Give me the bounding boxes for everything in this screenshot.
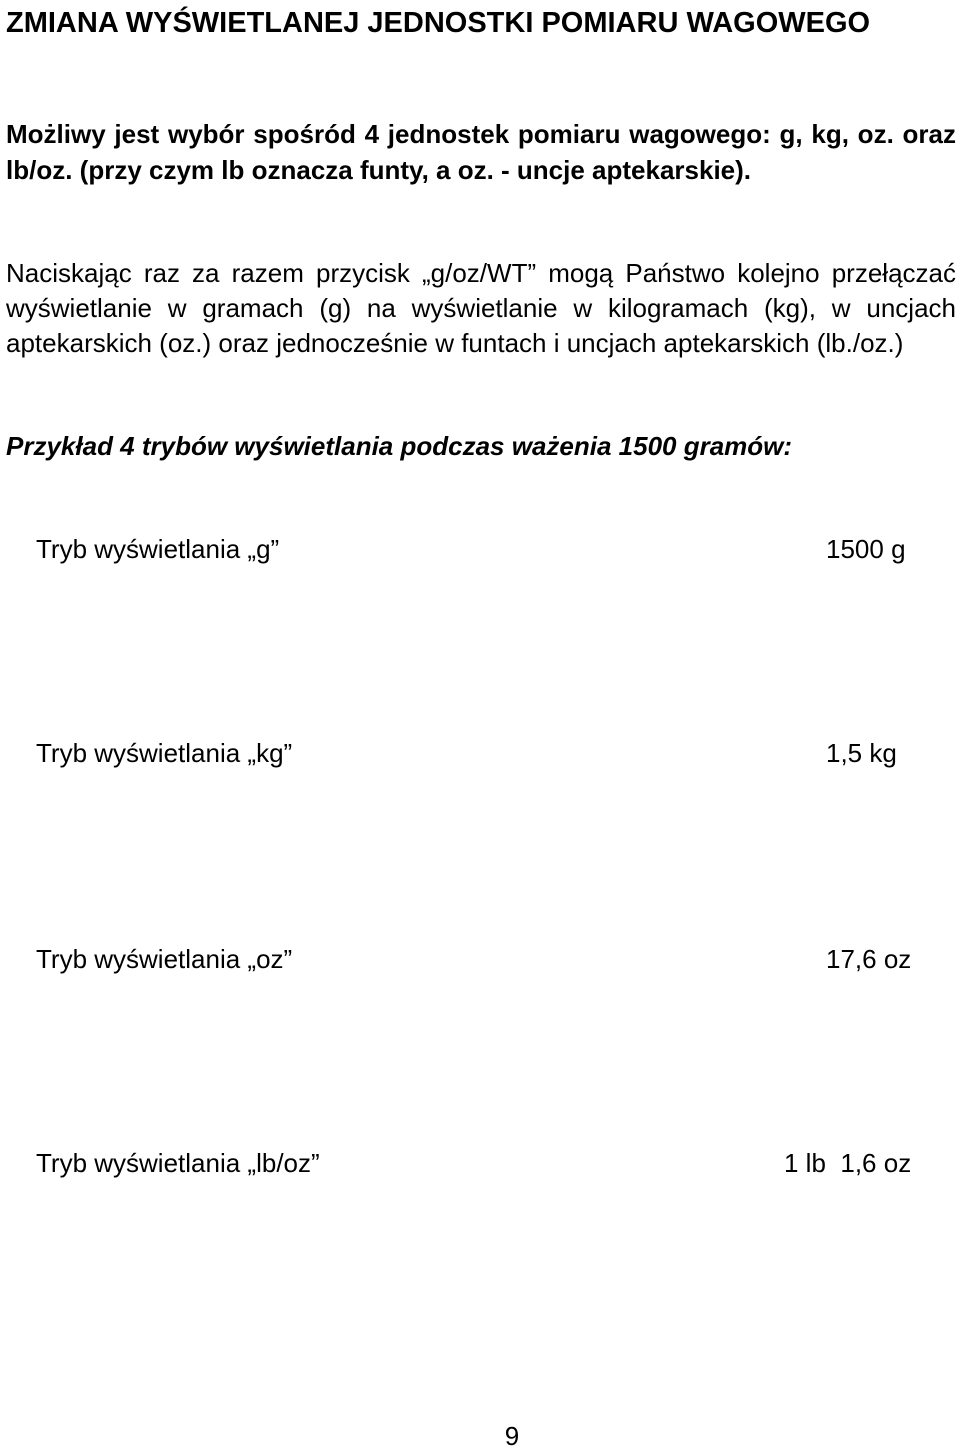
- display-mode-label: Tryb wyświetlania „oz”: [36, 944, 293, 974]
- display-mode-row-lb-oz: [0, 1143, 960, 1183]
- display-mode-value: 1500 g: [826, 534, 906, 564]
- section-title: ZMIANA WYŚWIETLANEJ JEDNOSTKI POMIARU WAGOWEGO: [6, 7, 871, 39]
- display-mode-label: Tryb wyświetlania „g”: [36, 534, 280, 564]
- display-mode-row-oz: [0, 939, 960, 979]
- page-number: 9: [504, 1421, 520, 1451]
- display-mode-value: 17,6 oz: [826, 944, 912, 974]
- button-instruction-paragraph: Naciskając raz za razem przycisk „g/oz/WT” mogą Państwo kolejno przełączać wyświetlanie w gramach (g) na wyświetlanie w kilogramach (kg), w uncjach aptekarskich (oz.) oraz jednocześnie w funtach i uncjach aptekarskich (lb./oz.): [6, 258, 956, 358]
- display-mode-row-g: [0, 529, 960, 569]
- example-heading: Przykład 4 trybów wyświetlania podczas ważenia 1500 gramów:: [6, 431, 793, 461]
- display-mode-row-kg: [0, 733, 960, 773]
- units-intro-paragraph: Możliwy jest wybór spośród 4 jednostek pomiaru wagowego: g, kg, oz. oraz lb/oz. (przy czym lb oznacza funty, a oz. - uncje aptekarskie).: [6, 119, 956, 185]
- display-mode-label: Tryb wyświetlania „lb/oz”: [36, 1148, 320, 1178]
- display-mode-value: 1 lb 1,6 oz: [784, 1148, 912, 1178]
- display-mode-value: 1,5 kg: [826, 738, 897, 768]
- display-mode-label: Tryb wyświetlania „kg”: [36, 738, 293, 768]
